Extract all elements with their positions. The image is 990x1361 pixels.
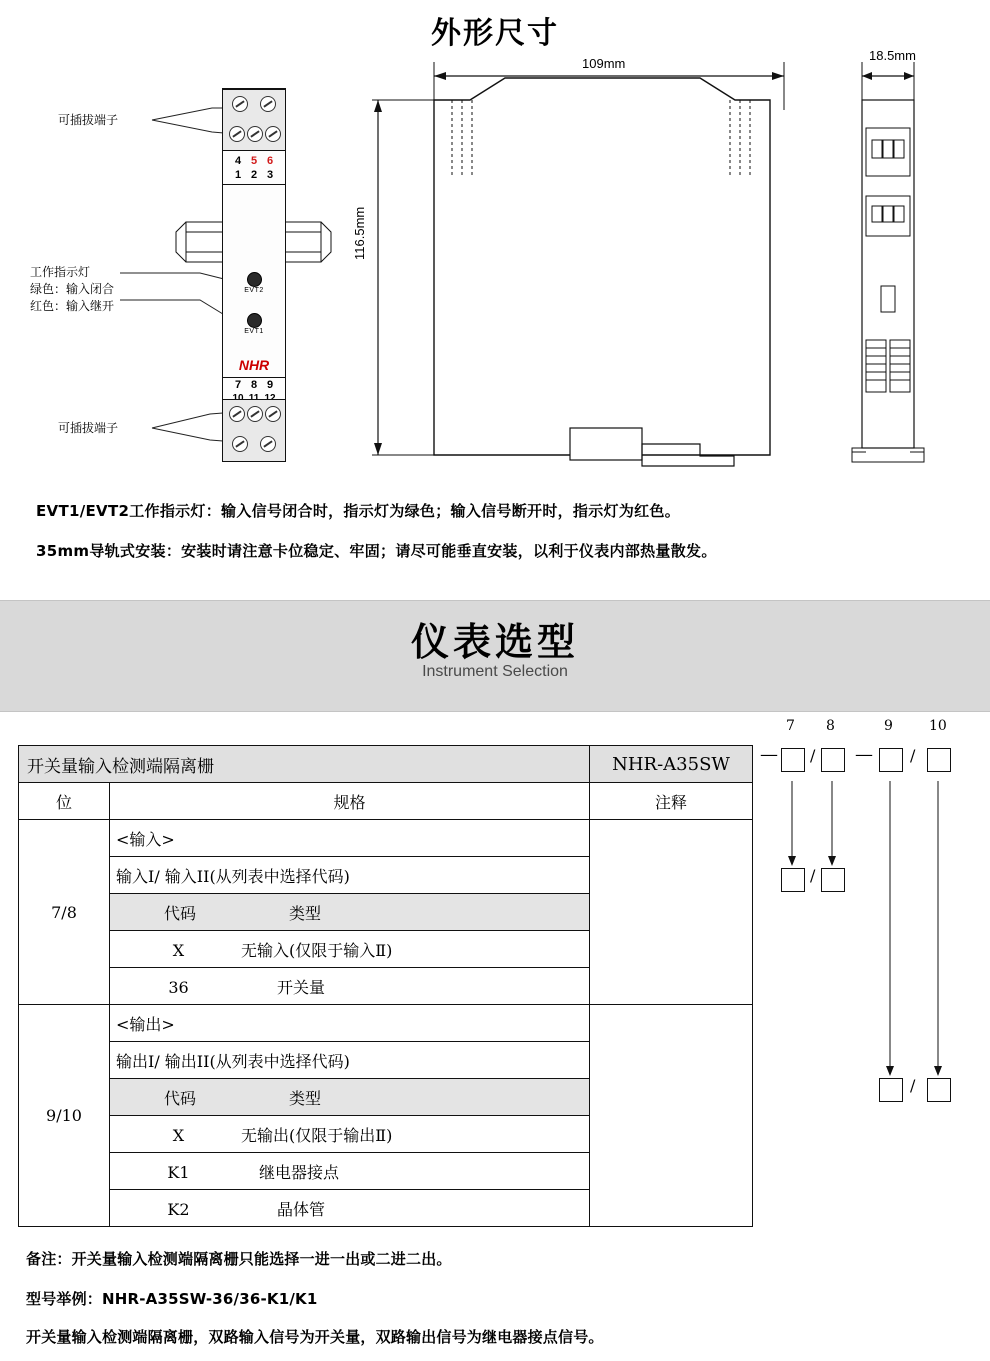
model-code-diagram xyxy=(760,718,990,1138)
callout-led-line1: 工作指示灯 xyxy=(30,265,91,279)
col-spec: 规格 xyxy=(110,783,590,820)
group2-item-3 xyxy=(110,1190,590,1227)
col-note: 注释 xyxy=(590,783,753,820)
screw-icon xyxy=(265,126,281,142)
terminal-num: 3 xyxy=(266,169,274,181)
bottom-terminal-block xyxy=(223,399,285,461)
table-column-header-row xyxy=(19,783,753,820)
terminal-num: 2 xyxy=(250,169,258,181)
screw-icon xyxy=(232,436,248,452)
top-terminal-block xyxy=(223,89,285,151)
code-box-input-2[interactable] xyxy=(821,868,845,892)
screw-icon xyxy=(229,406,245,422)
group1-desc: 输入I/ 输入II(从列表中选择代码) xyxy=(110,857,590,894)
group-pos-1: 7/8 xyxy=(19,820,110,1005)
item-name: 无输出(仅限于输出Ⅱ) xyxy=(241,1125,393,1145)
screw-icon xyxy=(232,96,248,112)
footer-example-label: 型号举例：NHR-A35SW-36/36-K1/K1 xyxy=(26,1290,318,1308)
terminal-num: 6 xyxy=(266,155,274,167)
device-front-view xyxy=(222,88,286,462)
callout-led-line3: 红色：输入继开 xyxy=(30,299,115,313)
code-box-8[interactable] xyxy=(821,748,845,772)
subheader-type: 类型 xyxy=(289,1088,322,1108)
item-code: X xyxy=(172,940,185,960)
terminal-num: 1 xyxy=(234,169,242,181)
code-number-10: 10 xyxy=(929,718,947,734)
group1-title: <输入> xyxy=(110,820,590,857)
led-evt2-label: EVT2 xyxy=(244,287,264,294)
terminal-num: 5 xyxy=(250,155,258,167)
note-cell-1 xyxy=(590,820,753,1005)
code-box-7[interactable] xyxy=(781,748,805,772)
section-banner xyxy=(0,600,990,712)
banner-title-en: Instrument Selection xyxy=(422,663,568,680)
item-name: 开关量 xyxy=(277,977,326,997)
dim-depth-label: 18.5mm xyxy=(869,48,916,63)
item-code: X xyxy=(172,1125,185,1145)
code-separator-dash-1: — xyxy=(760,744,778,765)
code-number-7: 7 xyxy=(786,718,795,734)
model-cell: NHR-A35SW xyxy=(590,746,753,783)
group2-subheader xyxy=(110,1079,590,1116)
product-name-cell: 开关量输入检测端隔离栅 xyxy=(19,746,590,783)
led-evt1-icon xyxy=(247,313,262,328)
item-code: 36 xyxy=(168,977,189,997)
table-header-row xyxy=(19,746,753,783)
group1-subheader xyxy=(110,894,590,931)
code-separator-slash-1: / xyxy=(810,746,816,765)
group2-item-2 xyxy=(110,1153,590,1190)
subheader-type: 类型 xyxy=(289,903,322,923)
page-title: 外形尺寸 xyxy=(431,16,559,51)
table-row xyxy=(19,1005,753,1042)
screw-icon xyxy=(247,406,263,422)
terminal-numbers-lower-top xyxy=(223,169,285,181)
led-evt2-icon xyxy=(247,272,262,287)
screw-icon xyxy=(265,406,281,422)
led-evt1-label: EVT1 xyxy=(244,328,264,335)
terminal-num: 4 xyxy=(234,155,242,167)
group2-item-1 xyxy=(110,1116,590,1153)
code-box-input-1[interactable] xyxy=(781,868,805,892)
code-number-9: 9 xyxy=(884,718,893,734)
code-separator-slash-mid: / xyxy=(810,866,816,885)
banner-title-cn: 仪表选型 xyxy=(410,620,579,664)
terminal-numbers-upper-top xyxy=(223,155,285,167)
screw-icon xyxy=(260,96,276,112)
code-box-9[interactable] xyxy=(879,748,903,772)
code-box-10[interactable] xyxy=(927,748,951,772)
selection-table xyxy=(18,745,753,1227)
code-separator-dash-2: — xyxy=(855,744,873,765)
group2-desc: 输出I/ 输出II(从列表中选择代码) xyxy=(110,1042,590,1079)
screw-icon xyxy=(247,126,263,142)
divider xyxy=(223,377,285,378)
model-code-arrows xyxy=(760,718,990,1138)
callout-top-terminal: 可插拔端子 xyxy=(58,113,119,127)
item-name: 无输入(仅限于输入Ⅱ) xyxy=(241,940,393,960)
group1-item-2 xyxy=(110,968,590,1005)
dim-height-label: 116.5mm xyxy=(352,206,367,260)
code-separator-slash-2: / xyxy=(910,746,916,765)
code-box-output-2[interactable] xyxy=(927,1078,951,1102)
note-cell-2 xyxy=(590,1005,753,1227)
group1-item-1 xyxy=(110,931,590,968)
code-box-output-1[interactable] xyxy=(879,1078,903,1102)
terminal-num: 9 xyxy=(266,379,274,391)
footer-example-desc: 开关量输入检测端隔离栅，双路输入信号为开关量，双路输出信号为继电器接点信号。 xyxy=(26,1328,604,1346)
install-note-1: EVT1/EVT2工作指示灯：输入信号闭合时，指示灯为绿色；输入信号断开时，指示灯为红色。 xyxy=(36,502,681,520)
code-number-8: 8 xyxy=(826,718,835,734)
subheader-code: 代码 xyxy=(164,903,197,923)
item-name: 晶体管 xyxy=(277,1199,326,1219)
subheader-code: 代码 xyxy=(164,1088,197,1108)
terminal-num: 7 xyxy=(234,379,242,391)
terminal-numbers-upper-bottom xyxy=(223,379,285,391)
screw-icon xyxy=(229,126,245,142)
callout-led-line2: 绿色：输入闭合 xyxy=(30,282,115,296)
table-row xyxy=(19,820,753,857)
install-note-2: 35mm导轨式安装：安装时请注意卡位稳定、牢固；请尽可能垂直安装，以利于仪表内部热量散发。 xyxy=(36,542,717,560)
item-name: 继电器接点 xyxy=(259,1162,340,1182)
dim-width-label: 109mm xyxy=(582,56,626,71)
col-pos: 位 xyxy=(19,783,110,820)
callout-bottom-terminal: 可插拔端子 xyxy=(58,421,119,435)
group-pos-2: 9/10 xyxy=(19,1005,110,1227)
footer-remark: 备注：开关量输入检测端隔离栅只能选择一进一出或二进二出。 xyxy=(26,1250,452,1268)
group2-title: <输出> xyxy=(110,1005,590,1042)
item-code: K2 xyxy=(167,1199,190,1219)
item-code: K1 xyxy=(167,1162,190,1182)
code-separator-slash-bot: / xyxy=(910,1076,916,1095)
divider xyxy=(223,184,285,185)
terminal-num: 8 xyxy=(250,379,258,391)
screw-icon xyxy=(260,436,276,452)
brand-logo: NHR xyxy=(238,357,270,373)
